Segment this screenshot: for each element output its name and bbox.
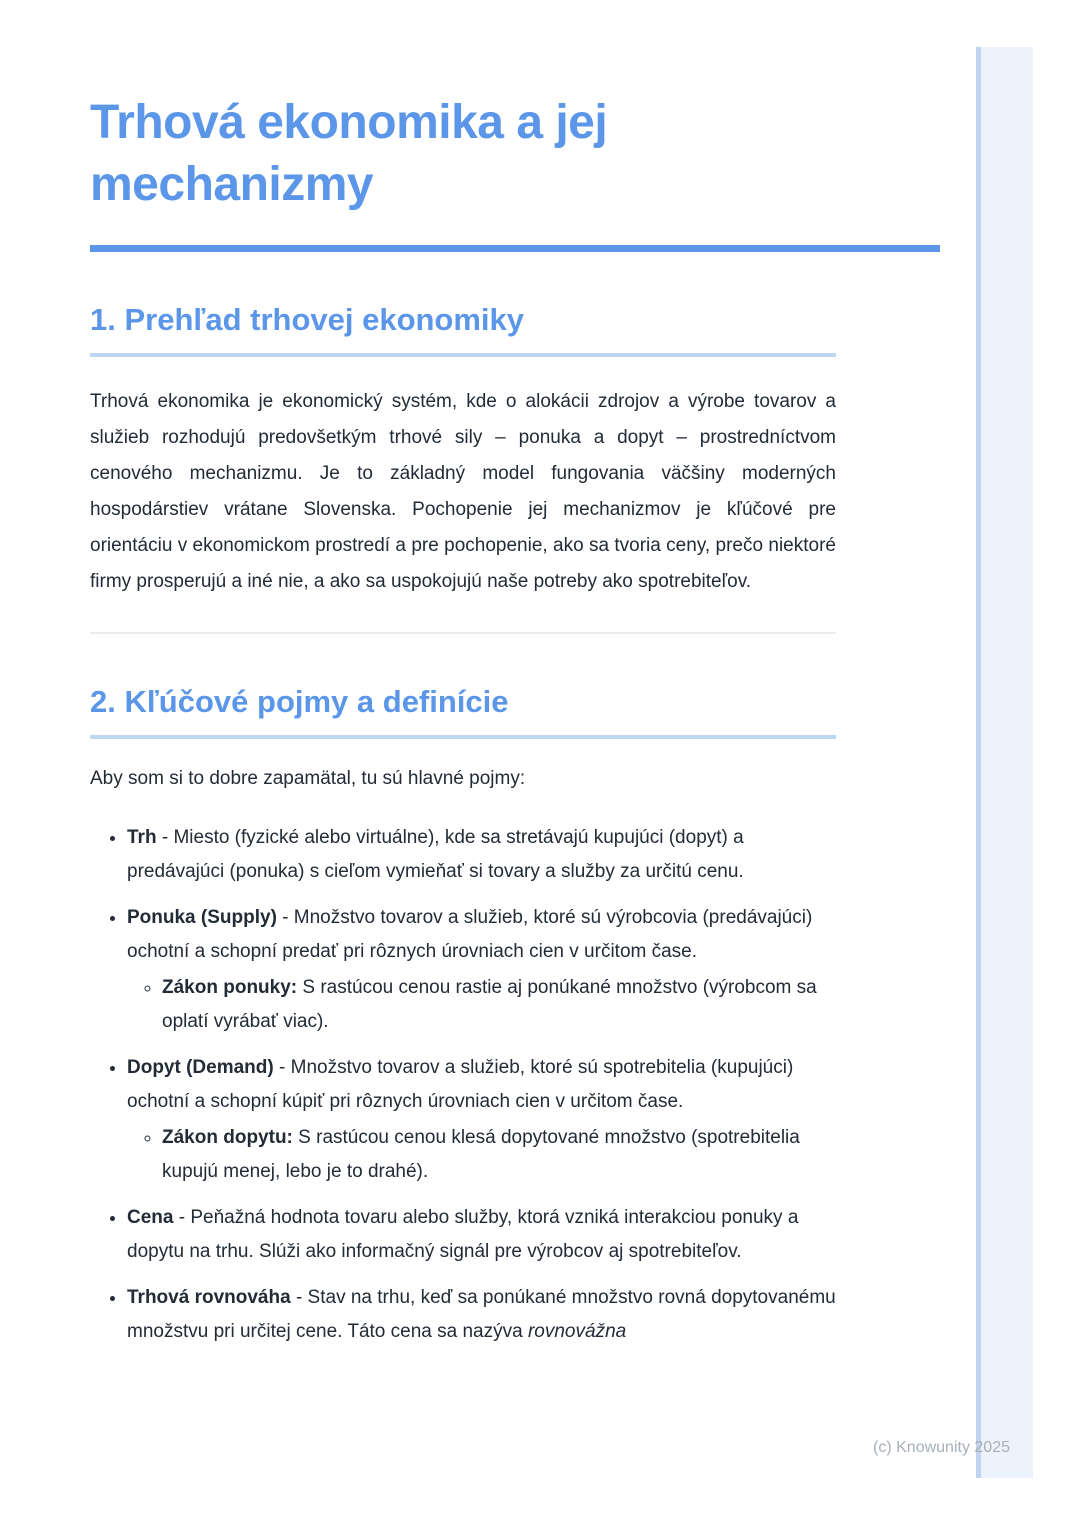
term-definition: - Stav na trhu, keď sa ponúkané množstvo rovná dopytovanému množstvu pri určitej cene. Táto cena sa nazýva bbox=[127, 1287, 836, 1342]
page-edge-strip bbox=[976, 47, 1033, 1478]
section-divider bbox=[90, 632, 836, 634]
section-1-heading: 1. Prehľad trhovej ekonomiky bbox=[90, 300, 836, 357]
term-definition: - Množstvo tovarov a služieb, ktoré sú spotrebitelia (kupujúci) ochotní a schopní kúpiť pri rôznych úrovniach cien v určitom čase. bbox=[127, 1057, 794, 1112]
sub-term-text: S rastúcou cenou klesá dopytované množstvo (spotrebitelia kupujú menej, lebo je to drahé). bbox=[162, 1127, 800, 1182]
section-2-heading: 2. Kľúčové pojmy a definície bbox=[90, 682, 836, 739]
term-italic-tail: rovnovážna bbox=[527, 1321, 627, 1342]
term-label: Dopyt (Demand) bbox=[127, 1057, 274, 1078]
sub-term-text: S rastúcou cenou rastie aj ponúkané množstvo (výrobcom sa oplatí vyrábať viac). bbox=[162, 977, 817, 1032]
sub-term-label: Zákon dopytu: bbox=[162, 1127, 293, 1148]
sub-item-zakon-dopytu bbox=[162, 1121, 836, 1189]
terms-intro: Aby som si to dobre zapamätal, tu sú hlavné pojmy: bbox=[90, 768, 526, 789]
copyright-notice: (c) Knowunity 2025 bbox=[873, 1439, 1010, 1456]
title-divider-rule bbox=[90, 245, 940, 252]
sub-term-label: Zákon ponuky: bbox=[162, 977, 298, 998]
term-label: Trhová rovnováha bbox=[127, 1287, 291, 1308]
document-content bbox=[90, 0, 836, 1349]
page-title: Trhová ekonomika a jej mechanizmy bbox=[90, 96, 608, 211]
list-item-trh bbox=[127, 821, 836, 889]
list-item-dopyt bbox=[127, 1051, 836, 1189]
list-item-cena bbox=[127, 1201, 836, 1269]
list-item-trhova-rovnovaha bbox=[127, 1281, 836, 1349]
terms-list bbox=[90, 821, 836, 1349]
term-label: Ponuka (Supply) bbox=[127, 907, 277, 928]
section-overview bbox=[90, 300, 836, 600]
section-key-terms bbox=[90, 682, 836, 1349]
sub-list bbox=[127, 971, 836, 1039]
term-label: Cena bbox=[127, 1207, 174, 1228]
list-item-ponuka bbox=[127, 901, 836, 1039]
term-definition: - Množstvo tovarov a služieb, ktoré sú výrobcovia (predávajúci) ochotní a schopní predať pri rôznych úrovniach cien v určitom čase. bbox=[127, 907, 813, 962]
sub-list bbox=[127, 1121, 836, 1189]
term-definition: - Miesto (fyzické alebo virtuálne), kde sa stretávajú kupujúci (dopyt) a predávajúci (ponuka) s cieľom vymieňať si tovary a služby za určitú cenu. bbox=[127, 827, 744, 882]
sub-item-zakon-ponuky bbox=[162, 971, 836, 1039]
section-1-paragraph: Trhová ekonomika je ekonomický systém, kde o alokácii zdrojov a výrobe tovarov a služieb rozhodujú predovšetkým trhové sily – ponuka a dopyt – prostredníctvom cenového mechanizmu. Je to základný model fungovania väčšiny moderných hospodárstiev vrátane Slovenska. Pochopenie jej mechanizmov je kľúčové pre orientáciu v ekonomickom prostredí a pre pochopenie, ako sa tvoria ceny, prečo niektoré firmy prosperujú a iné nie, a ako sa uspokojujú naše potreby ako spotrebiteľov. bbox=[90, 391, 836, 592]
term-definition: - Peňažná hodnota tovaru alebo služby, ktorá vzniká interakciou ponuky a dopytu na trhu. Slúži ako informačný signál pre výrobcov aj spotrebiteľov. bbox=[127, 1207, 799, 1262]
term-label: Trh bbox=[127, 827, 157, 848]
